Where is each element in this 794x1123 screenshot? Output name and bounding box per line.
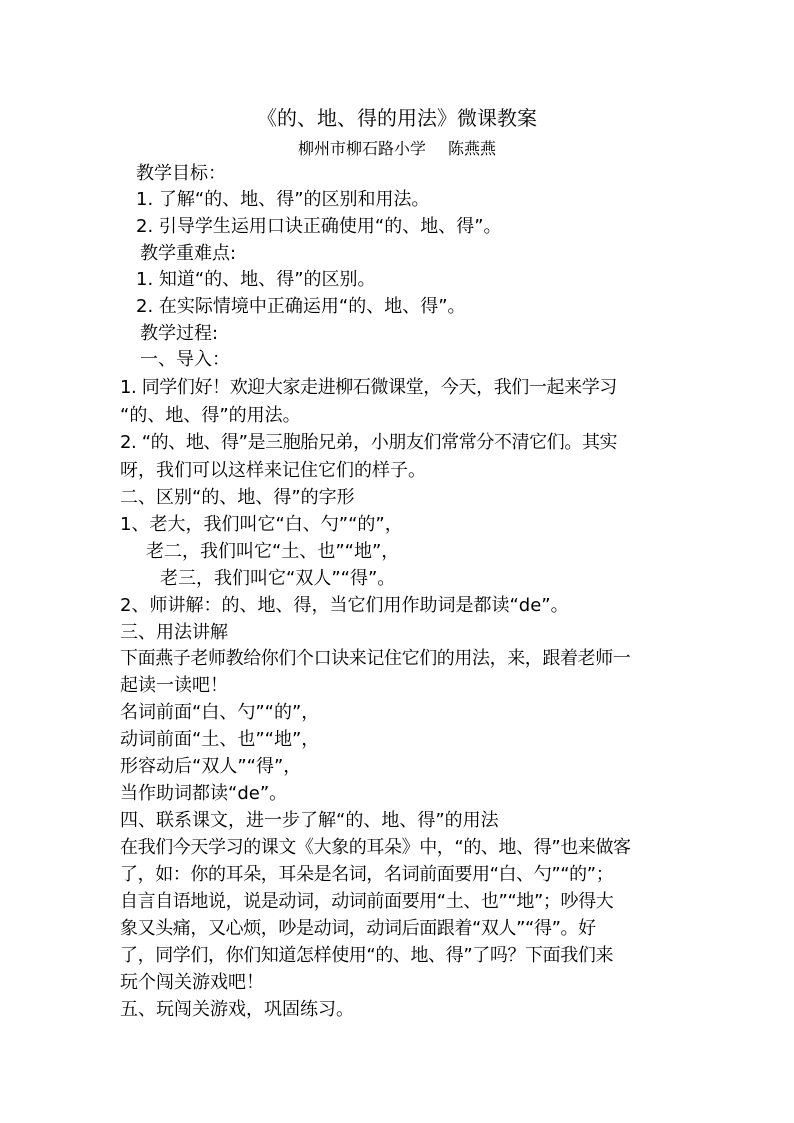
mnemonic-line: 动词前面“土、也”“地”， xyxy=(120,729,320,750)
section-heading-objectives: 教学目标： xyxy=(136,163,226,184)
mnemonic-line: 名词前面“白、勺”“的”， xyxy=(120,702,320,723)
paragraph-line: 老三，我们叫它“双人”“得”。 xyxy=(160,568,396,589)
section-heading: 一、导入： xyxy=(140,349,230,370)
paragraph-line: 1、老大，我们叫它“白、勺”“的”， xyxy=(120,514,403,535)
objective-item: 2. 引导学生运用口诀正确使用“的、地、得”。 xyxy=(136,216,502,237)
paragraph-line: 2、师讲解：的、地、得，当它们用作助词是都读“de”。 xyxy=(120,595,569,616)
paragraph-line: 自言自语地说，说是动词，动词前面要用“土、也”“地”；吵得大 xyxy=(120,891,614,912)
mnemonic-line: 当作助词都读“de”。 xyxy=(120,783,288,804)
section-heading-key-points: 教学重难点: xyxy=(140,243,237,264)
document-title: 《的、地、得的用法》微课教案 xyxy=(257,106,537,130)
section-heading-process: 教学过程: xyxy=(140,323,219,344)
section-heading: 四、联系课文，进一步了解“的、地、得”的用法 xyxy=(120,810,499,831)
section-heading: 三、用法讲解 xyxy=(120,622,228,643)
paragraph-line: 了，同学们，你们知道怎样使用“的、地、得”了吗？下面我们来 xyxy=(120,945,614,966)
paragraph-line: 呀，我们可以这样来记住它们的样子。 xyxy=(120,460,426,481)
key-point-item: 1. 知道“的、地、得”的区别。 xyxy=(136,269,376,290)
objective-item: 1. 了解“的、地、得”的区别和用法。 xyxy=(136,189,430,210)
paragraph-line: 2. “的、地、得”是三胞胎兄弟，小朋友们常常分不清它们。其实 xyxy=(120,432,618,453)
section-heading: 五、玩闯关游戏，巩固练习。 xyxy=(120,999,354,1020)
key-point-item: 2. 在实际情境中正确运用“的、地、得”。 xyxy=(136,296,466,317)
paragraph-line: “的、地、得”的用法。 xyxy=(120,405,301,426)
mnemonic-line: 形容动后“双人”“得”， xyxy=(120,756,302,777)
paragraph-line: 在我们今天学习的课文《大象的耳朵》中，“的、地、得”也来做客 xyxy=(120,837,631,858)
author-school: 柳州市柳石路小学 xyxy=(297,139,426,158)
paragraph-line: 了，如：你的耳朵，耳朵是名词，名词前面要用“白、勺”“的”； xyxy=(120,864,614,885)
paragraph-line: 玩个闯关游戏吧！ xyxy=(120,972,264,993)
paragraph-line: 起读一读吧！ xyxy=(120,675,228,696)
paragraph-line: 老二，我们叫它“土、也”“地”， xyxy=(146,541,400,562)
section-heading: 二、区别“的、地、得”的字形 xyxy=(120,487,355,508)
paragraph-line: 下面燕子老师教给你们个口诀来记住它们的用法，来，跟着老师一 xyxy=(120,648,631,669)
author-line xyxy=(0,137,794,161)
author-name: 陈燕燕 xyxy=(448,139,497,158)
paragraph-line: 1. 同学们好！欢迎大家走进柳石微课堂，今天，我们一起来学习 xyxy=(120,377,617,398)
paragraph-line: 象又头痛，又心烦，吵是动词，动词后面跟着“双人”“得”。好 xyxy=(120,918,596,939)
